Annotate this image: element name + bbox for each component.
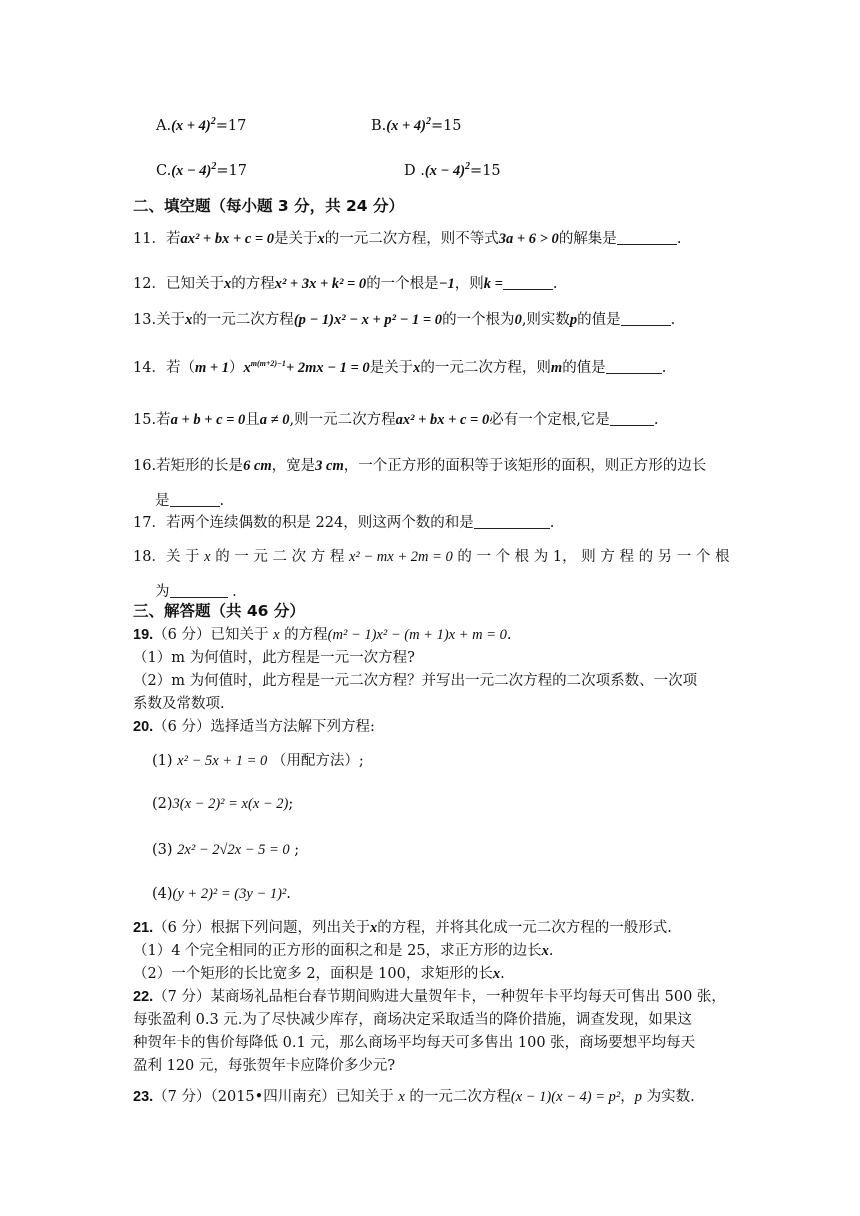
section-2-title: 二、填空题（每小题 3 分，共 24 分） [133, 197, 404, 215]
question-16: 16.若矩形的长是6 cm，宽是3 cm，一个正方形的面积等于该矩形的面积，则正方形的边长 [133, 458, 707, 474]
question-23: 23.（7 分）（2015•四川南充）已知关于 x 的一元二次方程(x − 1)(x − 4) = p²，p 为实数. [133, 1089, 695, 1105]
answer-blank [474, 514, 550, 529]
question-21-part1: （1）4 个完全相同的正方形的面积之和是 25，求正方形的边长x. [133, 943, 554, 959]
question-16-line2: 是 . [155, 493, 225, 509]
question-12: 12．已知关于x的方程x² + 3x + k² = 0的一个根是−1，则k = . [133, 276, 558, 292]
question-22-line4: 盈利 120 元，每张贺年卡应降价多少元? [133, 1058, 396, 1074]
question-20-item1: (1) x² − 5x + 1 = 0 （用配方法）; [152, 753, 364, 769]
question-18-line2: 为 . [155, 584, 237, 600]
question-19: 19.（6 分）已知关于 x 的方程(m² − 1)x² − (m + 1)x + m = 0. [133, 627, 512, 643]
question-15: 15.若a + b + c = 0且a ≠ 0,则一元二次方程ax² + bx + c = 0必有一个定根,它是 . [133, 412, 659, 428]
question-19-part2-cont: 系数及常数项. [133, 696, 225, 712]
question-19-part2: （2）m 为何值时，此方程是一元二次方程？并写出一元二次方程的二次项系数、一次项 [133, 673, 698, 689]
question-22-line2: 每张盈利 0.3 元.为了尽快减少库存，商场决定采取适当的降价措施，调查发现，如果这 [133, 1012, 692, 1028]
answer-blank [503, 275, 553, 290]
answer-blank [606, 359, 662, 374]
question-20: 20.（6 分）选择适当方法解下列方程: [133, 719, 375, 735]
question-20-item3: (3) 2x² − 2√2x − 5 = 0 ; [152, 842, 300, 858]
question-22-line3: 种贺年卡的售价每降低 0.1 元，那么商场平均每天可多售出 100 张，商场要想平均每天 [133, 1035, 696, 1051]
question-22: 22.（7 分）某商场礼品柜台春节期间购进大量贺年卡，一种贺年卡平均每天可售出 500 张， [133, 989, 726, 1005]
question-21: 21.（6 分）根据下列问题，列出关于x的方程，并将其化成一元二次方程的一般形式. [133, 920, 672, 936]
answer-blank [170, 583, 228, 598]
question-11: 11．若ax² + bx + c = 0是关于x的一元二次方程，则不等式3a + 6 > 0的解集是 . [133, 231, 682, 247]
option-c: $C.(x - 4)^2=17$ [156, 161, 247, 179]
question-19-part1: （1）m 为何值时，此方程是一元一次方程? [133, 650, 415, 666]
question-21-part2: （2）一个矩形的长比宽多 2，面积是 100，求矩形的长x. [133, 966, 505, 982]
question-13: 13.关于x的一元二次方程(p − 1)x² − x + p² − 1 = 0的一个根为0,则实数p的值是 . [133, 312, 676, 328]
option-a: $A.(x + 4)^2=17$ [156, 116, 247, 134]
section-3-title: 三、解答题（共 46 分） [133, 602, 305, 620]
answer-blank [170, 492, 220, 507]
option-b: $B.(x + 4)^2=15$ [371, 116, 462, 134]
answer-blank [617, 230, 677, 245]
answer-blank [610, 411, 654, 426]
question-17: 17．若两个连续偶数的积是 224，则这两个数的和是 . [133, 515, 555, 531]
question-18: 18．关 于 x 的 一 元 二 次 方 程 x² − mx + 2m = 0 的 一 个 根 为 1， 则 方 程 的 另 一 个 根 [133, 549, 730, 565]
question-14: 14．若$(m + 1)x^{m(m+2)-1}+ 2mx - 1 = 0$是关于x的一元二次方程，则m的值是 . [133, 359, 667, 376]
option-d: D $.(x - 4)^2=15$ [404, 161, 501, 179]
question-20-item2: (2)3(x − 2)² = x(x − 2); [152, 796, 294, 812]
answer-blank [621, 311, 671, 326]
question-20-item4: (4)(y + 2)² = (3y − 1)². [152, 886, 291, 902]
